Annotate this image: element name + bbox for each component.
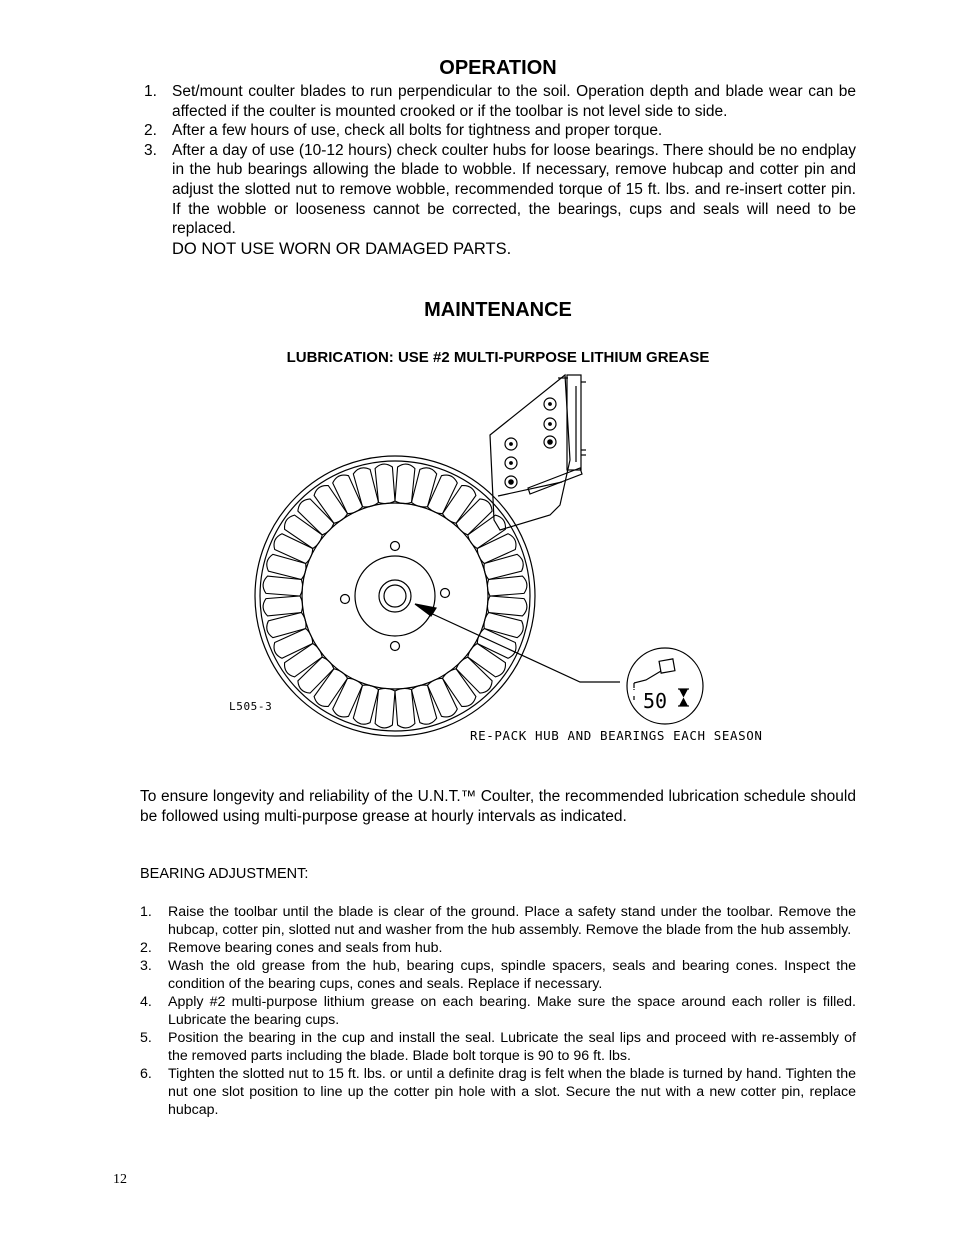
blade-flute — [263, 596, 302, 616]
operation-heading: OPERATION — [439, 57, 557, 79]
blade-flute — [267, 554, 306, 579]
blade-flute — [477, 534, 516, 564]
operation-item-text: After a day of use (10-12 hours) check coulter hubs for loose bearings. There should be no endplay in the hub bearings allowing the blade to wobble. If necessary, remove hubcap and cotter pin and adjust the slotted nut to remove wobble, recommended torque of 15 ft. lbs. and re-insert cotter pin. If the wobble or looseness cannot be corrected, the bearings, cups and seals will need to be replaced. — [172, 141, 856, 238]
bearing-step-text: Remove bearing cones and seals from hub. — [168, 940, 443, 956]
blade-flute — [456, 499, 492, 535]
blade-flute — [267, 613, 306, 638]
coulter-diagram — [200, 370, 800, 770]
operation-list — [144, 82, 856, 259]
blade-flute — [428, 475, 458, 514]
interval-hours-label: 50 — [643, 689, 668, 713]
bearing-step-text: Wash the old grease from the hub, bearing cups, spindle spacers, seals and bearing cones. Inspect the condition of the bearing cups, cones and seals. Replace if necessary. — [168, 958, 856, 992]
hub — [341, 542, 450, 651]
bearing-step-number: 5. — [140, 1030, 152, 1046]
blade-flute — [484, 613, 523, 638]
lubrication-paragraph: To ensure longevity and reliability of the U.N.T.™ Coulter, the recommended lubrication schedule should be followed using multi-purpose grease at hourly intervals as indicated. — [140, 788, 856, 825]
part-code-label: L505-3 — [229, 700, 273, 713]
blade-flute — [412, 685, 437, 724]
lubrication-label: LUBRICATION: USE #2 MULTI-PURPOSE LITHIUM GREASE — [286, 349, 710, 366]
bearing-step — [140, 1065, 856, 1119]
bearing-step-number: 4. — [140, 994, 152, 1010]
operation-item-number: 3. — [144, 141, 157, 159]
bearing-step — [140, 939, 856, 957]
blade-flute — [274, 629, 313, 659]
blade-flute — [395, 688, 415, 727]
page-number: 12 — [113, 1172, 127, 1187]
operation-warning: DO NOT USE WORN OR DAMAGED PARTS. — [172, 239, 512, 258]
blade-flute — [353, 468, 378, 507]
bearing-step-text: Tighten the slotted nut to 15 ft. lbs. or until a definite drag is felt when the blade is turned by hand. Tighten the nut one slot position to line up the cotter pin hole with a slot. Secure the nut with a new cotter pin, replace hubcap. — [168, 1066, 856, 1118]
operation-item — [144, 82, 856, 121]
operation-item-text: Set/mount coulter blades to run perpendicular to the soil. Operation depth and blade wear can be affected if the coulter is mounted crooked or if the toolbar is not level side to side. — [172, 83, 856, 120]
blade-flute — [353, 685, 378, 724]
blade-flute — [263, 576, 302, 596]
bearing-adjustment-list — [140, 903, 856, 1119]
blade-flute — [484, 554, 523, 579]
operation-item-number: 1. — [144, 83, 157, 100]
operation-item — [144, 141, 856, 239]
bearing-step — [140, 1029, 856, 1065]
mounting-bracket — [490, 375, 586, 530]
bearing-step — [140, 903, 856, 939]
operation-item — [144, 121, 856, 141]
blade-flute — [375, 688, 395, 727]
blade-flute — [456, 657, 492, 693]
bearing-adjustment-heading: BEARING ADJUSTMENT: — [140, 866, 309, 882]
blade-flute — [487, 576, 526, 596]
operation-item-number: 2. — [144, 122, 157, 140]
blade-flute — [487, 596, 526, 616]
blade-flute — [428, 678, 458, 717]
blade-flute — [298, 657, 334, 693]
blade-flute — [412, 468, 437, 507]
bearing-step-text: Apply #2 multi-purpose lithium grease on each bearing. Make sure the space around each roller is filled. Lubricate the bearing cups. — [168, 994, 856, 1028]
bearing-step — [140, 993, 856, 1029]
blade-flute — [375, 464, 395, 503]
blade-flute — [333, 475, 363, 514]
blade-flute — [333, 678, 363, 717]
maintenance-heading: MAINTENANCE — [424, 299, 572, 321]
blade-flute — [274, 534, 313, 564]
bearing-step-number: 3. — [140, 958, 152, 974]
blade-flute — [395, 464, 415, 503]
blade-flute — [298, 499, 334, 535]
bearing-step-number: 2. — [140, 940, 152, 956]
bearing-step-text: Position the bearing in the cup and install the seal. Lubricate the seal lips and proceed with re-assembly of the removed parts including the blade. Blade bolt torque is 90 to 96 ft. lbs. — [168, 1030, 856, 1064]
operation-item-text: After a few hours of use, check all bolts for tightness and proper torque. — [172, 122, 663, 140]
figure-caption: RE-PACK HUB AND BEARINGS EACH SEASON — [470, 728, 763, 743]
bearing-step — [140, 957, 856, 993]
bearing-step-number: 6. — [140, 1066, 152, 1082]
bearing-step-text: Raise the toolbar until the blade is clear of the ground. Place a safety stand under the toolbar. Remove the hubcap, cotter pin, slotted nut and washer from the hub assembly. Remove the blade from the hub assembly. — [168, 904, 856, 938]
bearing-step-number: 1. — [140, 904, 152, 920]
